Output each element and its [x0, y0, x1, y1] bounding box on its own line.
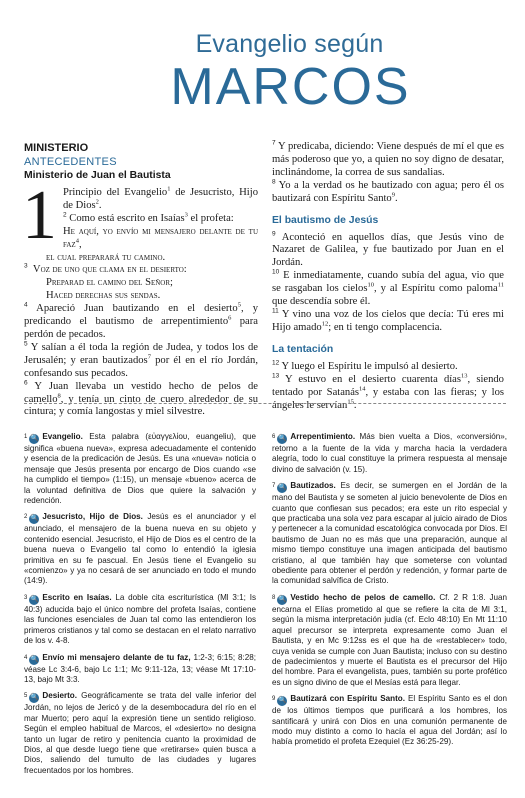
footnote-2: $^2$ 🔍 Jesucristo, Hijo de Dios. Jesús es el anunciador y el anunciado, el mensajero de la buena nueva en su objeto y contenido esencial. Jesucristo, el Hijo de Dios es el centro de la buena nueva o Evangelio tal como lo entendió la iglesia primitiva en su fe pascual. En Jesús tiene el Evangelio su «comienzo» y ya no cesará de ser anunciado en todo el mundo (14:9).	[24, 512, 256, 586]
verse-5: $^5$ Y salían a él toda la región de Judea, y todos los de Jerusalén; y eran bautizados$^7$ por él en el río Jordán, confesando sus pecados.	[24, 340, 258, 379]
footnote-5: $^5$ 🔍 Desierto. Geográficamente se trata del valle inferior del Jordán, no lejos de Jericó y de la desembocadura del río en el mar Muerto; pero aquí la expresión tiene un sentido religioso. Según el empleo habitual de Marcos, el «desierto» no designa tanto un lugar de retiro y penitencia cuanto la proximidad de Dios, al que desde luego tiene que «retirarse» quien busca a Dios, saliendo del tumulto de las ciudades y lugares frecuentados por los hombres.	[24, 691, 256, 775]
footnote-9: $^9$ 🔍 Bautizará con Espíritu Santo. El Espíritu Santo es el don de los últimos tiempos que purificará a los hombres, los santificará y unirá con Dios en una comunión permanente de modo muy distinto a como lo hacía el agua del Jordán; así lo había prometido el profeta Ezequiel (Ez 36:25-29).	[272, 694, 507, 747]
footnote-1: $^1$ 🔍 Evangelio. Esta palabra (εὐαγγελίου, euangeliu), que significa «buena nueva», expresa adecuadamente el contenido y esencia de la predicación de Jesús. Es una «nueva» noticia o mensaje que Jesús presenta por encargo de Dios cuando «se ha cumplido el tiempo» (1:15), un mensaje «bueno» acerca de la voluntad definitiva de Dios que quiere la salvación y redención.	[24, 432, 256, 506]
verse-7: $^7$ Y predicaba, diciendo: Viene después de mí el que es más poderoso que yo, a quien no soy digno de desatar, inclinándome, la correa de sus sandalias.	[272, 139, 504, 178]
magnifier-icon: 🔍	[29, 655, 39, 663]
magnifier-icon: 🔍	[277, 435, 287, 442]
verse-2: Como está escrito en Isaías	[69, 212, 185, 224]
verse-6: $^6$ Y Juan llevaba un vestido hecho de pelos de camello$^8$, y tenía un cinto de cuero alrededor de su cintura; y comía langostas y miel silvestre.	[24, 379, 258, 418]
chapter-number: 1	[22, 177, 57, 254]
footnote-7: $^7$ 🔍 Bautizados. Es decir, se sumergen en el Jordán de la mano del Bautista y se someten al juicio benevolente de Dios en cuanto que confiesan sus pecados; era este un rito especial y que practicaba una sola vez para escapar al juicio airado de Dios y pertenecer a la comunidad escatológica convocada por Dios. El bautismo de Juan no es más que una preparación, aunque al mismo tiempo constituye una imagen anticipada del bautismo cristiano, al que también hay que someterse con voluntad obediente para obtener el perdón y redención, y formar parte de la comunidad salvífica de Cristo.	[272, 481, 507, 586]
magnifier-icon: 🔍	[277, 484, 287, 492]
verse-8: $^8$ Yo a la verdad os he bautizado con agua; pero él os bautizará con Espíritu Santo$^9$.	[272, 178, 504, 204]
verse-4: $^4$ Apareció Juan bautizando en el desierto$^5$, y predicando el bautismo de arrepentimiento$^6$ para perdón de pecados.	[24, 301, 259, 340]
text-column-right	[272, 141, 504, 412]
verse-3: $^3$ Voz de uno que clama en el desierto:	[24, 262, 187, 276]
footnote-8: $^8$ 🔍 Vestido hecho de pelos de camello. Cf. 2 R 1:8. Juan encarna el Elías prometido al que se refiere la cita de Ml 3:1, según la misma interpretación judía (cf. Eclo 48:10) En Mt 11:10 aquel precursor se interpreta expresamente como Juan el Bautista, y en Mc 9:12ss es el que ha de «restablecer» todo, cuya venida se cumple con Juan Bautista; incluso con su destino de padecimientos y muerte el Bautista es el precursor del Hijo del hombre. Para el evangelista, pues, también su porte profético es un signo divino de que el Mesías está para llegar.	[272, 592, 507, 687]
pericope-heading-baptism: El bautismo de Jesús	[272, 214, 379, 226]
quote-line-2: el cual preparará tu camino.	[46, 251, 166, 263]
subsection-heading: ANTECEDENTES	[24, 156, 117, 168]
book-subtitle: Evangelio según	[195, 30, 384, 58]
section-heading: MINISTERIO	[24, 142, 89, 154]
pericope-heading-temptation: La tentación	[272, 343, 334, 355]
quote-line-3: Preparad el camino del Señor;	[46, 277, 173, 289]
verse-1: 1 Principio del Evangelio$^1$ de Jesucristo, Hijo de Dios$^2$. $^2$ Como está escrito en Isaías$^3$ el profeta:	[22, 177, 258, 254]
magnifier-icon: 🔍	[29, 515, 39, 523]
book-title: MARCOS	[170, 58, 411, 116]
magnifier-icon: 🔍	[29, 694, 39, 702]
quote-line-1: He aquí, yo envío mi mensajero delante de tu faz$^4$,	[63, 225, 258, 250]
footnotes-left	[24, 432, 256, 782]
pericope-heading: Ministerio de Juan el Bautista	[24, 170, 171, 181]
verse-11: $^{11}$ Y vino una voz de los cielos que decía: Tú eres mi Hijo amado$^{12}$; en ti tengo complacencia.	[272, 307, 504, 333]
magnifier-icon: 🔍	[277, 595, 287, 603]
magnifier-icon: 🔍	[29, 435, 39, 442]
footnote-divider	[24, 403, 506, 404]
verse-13: $^{13}$ Y estuvo en el desierto cuarenta días$^{13}$, siendo tentado por Satanás$^{14}$, y estaba con las fieras; y los ángeles le servían$^{15}$.	[272, 372, 504, 411]
quote-line-4: Haced derechas sus sendas.	[46, 290, 161, 302]
verse-12: $^{12}$ Y luego el Espíritu le impulsó al desierto.	[272, 359, 458, 372]
magnifier-icon: 🔍	[277, 697, 287, 705]
footnotes-right	[272, 432, 507, 754]
text-column-left	[24, 141, 258, 419]
verse-10: $^{10}$ E inmediatamente, cuando subía del agua, vio que se rasgaban los cielos$^{10}$, y al Espíritu como paloma$^{11}$ que descendía sobre él.	[272, 268, 504, 308]
footnote-6: $^6$ 🔍 Arrepentimiento. Más bien vuelta a Dios, «conversión», retorno a la fuente de la vida y marcha hacia la verdadera alegría, todo lo cual constituye la primera respuesta al mensaje divino de salvación (v. 15).	[272, 432, 507, 474]
footnote-3: $^3$ 🔍 Escrito en Isaías. La doble cita escriturística (Ml 3:1; Is 40:3) aducida bajo el único nombre del profeta Isaías, contiene las funciones esenciales de Juan tal como las entendieron los primeros cristianos y tal como se destacan en el relato narrativo de los v. 4-8.	[24, 592, 256, 646]
verse-9: $^9$ Aconteció en aquellos días, que Jesús vino de Nazaret de Galilea, y fue bautizado por Juan en el Jordán.	[272, 230, 504, 269]
magnifier-icon: 🔍	[29, 595, 39, 603]
footnote-4: $^4$ 🔍 Envío mi mensajero delante de tu faz, 1:2-3; 6:15; 8:28; véase Lc 3:4-6, bajo Lc 1:1; Mc 9:11-12a, 13; véase Mt 17:10-13, bajo Mt 3:3.	[24, 652, 256, 684]
